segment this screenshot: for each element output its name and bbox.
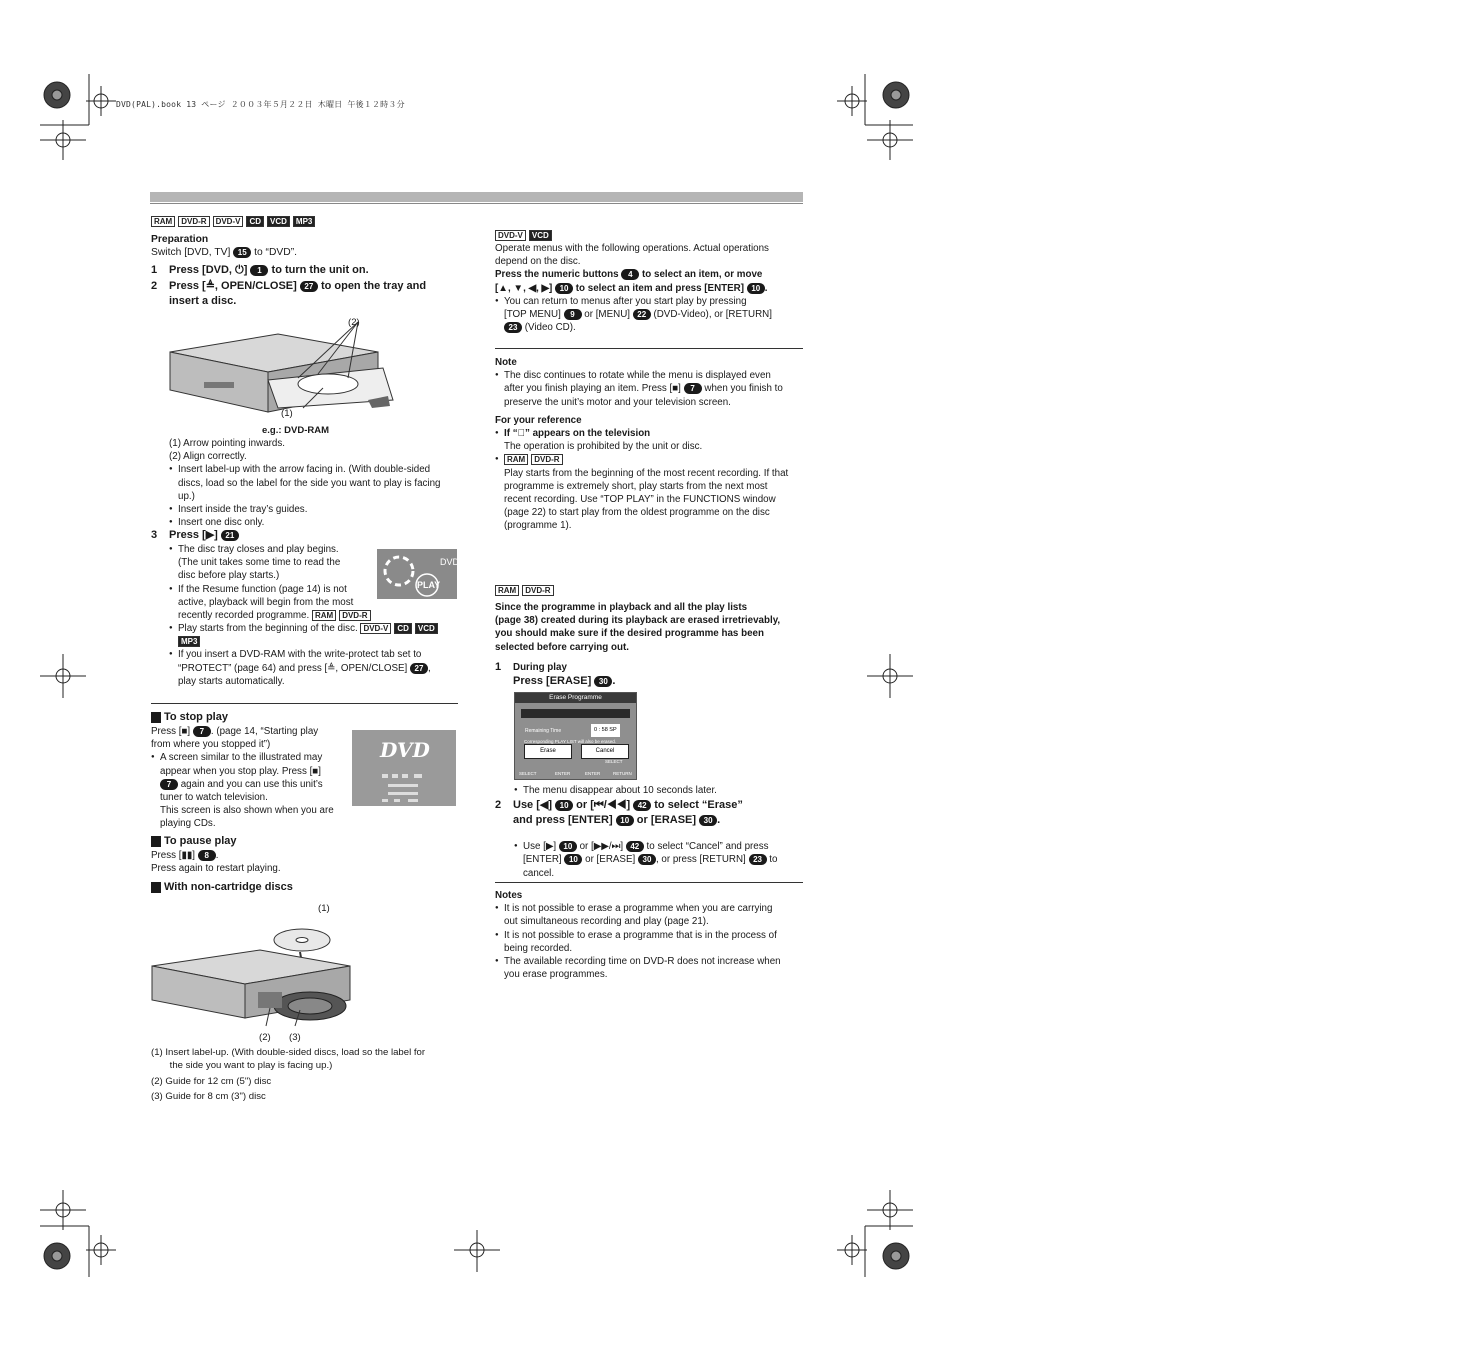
tag-vcd: VCD <box>267 216 290 227</box>
fig1-label-2: (2) <box>348 317 360 328</box>
tag-dvdv: DVD-V <box>360 623 391 634</box>
fig2-label-1: (1) <box>318 903 330 914</box>
menu-bullet: ● You can return to menus after you start play by pressing [TOP MENU] 9 or [MENU] 22 (DVD-Video), or [RETURN] 23 (Video CD). <box>495 295 805 335</box>
ref-prohibited: The operation is prohibited by the unit or disc. <box>504 441 703 453</box>
bullet-protect: ● If you insert a DVD-RAM with the write-protect tab set to “PROTECT” (page 64) and press [≜, OPEN/CLOSE] 27 , play starts automatically. <box>169 648 461 688</box>
intro: depend on the disc. <box>495 256 581 268</box>
stop-bullet: ● A screen similar to the illustrated may appear when you stop play. Press [■] 7 again and you can use this unit’s tuner to watch television. This screen is also shown when you are playing CDs. <box>151 751 351 830</box>
osd-erase-button[interactable]: Erase <box>524 744 572 759</box>
recorder-tray-illustration <box>168 312 398 422</box>
noncart-title: With non-cartridge discs <box>151 881 293 894</box>
tag-dvdr: DVD-R <box>339 610 370 621</box>
fig2-notes <box>151 1046 461 1104</box>
osd-footer-select: SELECT <box>519 771 537 776</box>
file-header: DVD(PAL).book 13 ページ ２００３年５月２２日 木曜日 午後１２時３分 <box>116 100 405 109</box>
fig1-note: (2) Align correctly. <box>169 451 247 463</box>
dvd-text: DVD <box>440 557 460 567</box>
note-block <box>495 356 805 533</box>
fig1-notes <box>169 437 461 529</box>
tag-dvdv: DVD-V <box>213 216 244 227</box>
divider <box>495 882 803 883</box>
divider <box>151 703 458 704</box>
osd-title: Erase Programme <box>515 693 636 703</box>
tag-cd: CD <box>394 623 412 634</box>
ref-body: Play starts from the beginning of the most recent recording. If that programme is extremely short, play starts from the next most recent recording. Use “TOP PLAY” in the FUNCTIONS window (page 22) to start play from the oldest programme on the disc (programme 1). <box>504 467 789 532</box>
osd-cancel-button[interactable]: Cancel <box>581 744 629 759</box>
top-rule-line <box>150 203 803 204</box>
tag-ram: RAM <box>495 585 519 596</box>
notes-block <box>495 889 805 981</box>
step-3-bullets <box>169 543 384 622</box>
osd-remaining-label: Remaining Time <box>525 728 562 734</box>
erase-step-2b: and press [ENTER] 10 or [ERASE] 30 . <box>513 814 721 826</box>
left-column <box>151 215 461 309</box>
ref-if: ● If “⃠” appears on the television <box>495 427 805 440</box>
note-title: Note <box>495 357 517 368</box>
fig1-note: (1) Arrow pointing inwards. <box>169 438 285 449</box>
guides-bullet: ● Insert inside the tray’s guides. <box>169 503 461 516</box>
note-item: ● It is not possible to erase a programme when you are carrying out simultaneous recording and play (page 21). <box>495 902 805 928</box>
erase-press: Press [ERASE] 30 . <box>513 675 616 687</box>
tag-dvdv: DVD-V <box>495 230 526 241</box>
fig1-label-1: (1) <box>281 408 293 419</box>
bullet-play-starts: ● Play starts from the beginning of the disc. DVD-V CD VCD MP3 <box>169 622 461 648</box>
tag-vcd: VCD <box>529 230 552 241</box>
erase-step-2-bullet: ● Use [▶] 10 or [▶▶/⏭] 42 to select “Cancel” and press [ENTER] 10 or [ERASE] 30 , or press [RETURN] 23 to cancel. <box>514 840 806 880</box>
tag-ram: RAM <box>312 610 336 621</box>
note-item: ● The available recording time on DVD-R does not increase when you erase programmes. <box>495 955 805 981</box>
intro: Operate menus with the following operations. Actual operations <box>495 243 769 254</box>
ref-tags <box>495 453 805 466</box>
play-text: PLAY <box>417 580 441 590</box>
bullet-tray-closes: ● The disc tray closes and play begins. (The unit takes some time to read the disc before play starts.) <box>169 543 384 583</box>
osd-footer-select2: SELECT <box>605 759 623 764</box>
fig2-label-2: (2) <box>259 1032 271 1043</box>
bullet-resume: ● If the Resume function (page 14) is not active, playback will begin from the most recently recorded programme. RAM DVD-R <box>169 583 384 623</box>
non-cartridge-illustration <box>150 918 360 1028</box>
insert-bullet: ● Insert label-up with the arrow facing in. (With double-sided discs, load so the label for the side you want to play is facing up.) <box>169 463 461 503</box>
arrow-buttons: [▲, ▼, ◀, ▶] 10 to select an item and press [ENTER] 10 . <box>495 282 768 294</box>
pause-title: To pause play <box>151 835 237 848</box>
osd-footer-return: RETURN <box>613 771 632 776</box>
step-3-bullets-2 <box>169 622 461 688</box>
step-1: 1 Press [DVD, ⏻] 1 to turn the unit on. <box>151 264 369 277</box>
tag-dvdr: DVD-R <box>531 454 562 465</box>
erase-warning: Since the programme in playback and all the play lists (page 38) created during its playback are erased irretrievably, you should make sure if the desired programme has been selected before carrying out. <box>495 602 781 653</box>
dvd-logo: DVD <box>380 738 430 762</box>
osd-footer-enter2: ENTER <box>585 771 601 776</box>
fig2-note: the side you want to play is facing up.) <box>151 1060 333 1072</box>
step-2-cont: insert a disc. <box>169 295 237 308</box>
screen-glyphs <box>380 770 430 804</box>
one-disc-bullet: ● Insert one disc only. <box>169 516 461 529</box>
dvd-stop-screen <box>352 730 456 806</box>
erase-tags <box>495 584 557 597</box>
tag-dvdr: DVD-R <box>178 216 209 227</box>
fig1-caption: e.g.: DVD-RAM <box>262 425 330 436</box>
tag-mp3: MP3 <box>178 636 200 647</box>
fig2-note: (3) Guide for 8 cm (3") disc <box>151 1091 266 1103</box>
osd-corr: Corresponding PLAY LIST will also be erased. <box>524 739 617 744</box>
menu-disappear: ● The menu disappear about 10 seconds later. <box>514 784 1468 797</box>
prep-text: Switch [DVD, TV] 15 to “DVD”. <box>151 247 298 259</box>
tag-mp3: MP3 <box>293 216 315 227</box>
osd-remaining-value: 0 : 58 SP <box>591 724 620 737</box>
divider <box>495 348 803 349</box>
note-bullet: ● The disc continues to rotate while the menu is displayed even after you finish playing an item. Press [■] 7 when you finish to preserve the unit’s motor and your television screen. <box>495 369 805 409</box>
top-rule <box>150 192 803 202</box>
tag-vcd: VCD <box>415 623 438 634</box>
ref-title: For your reference <box>495 414 582 426</box>
step-2: 2 Press [≜, OPEN/CLOSE] 27 to open the tray and <box>151 280 427 293</box>
numeric-buttons: Press the numeric buttons 4 to select an item, or move <box>495 269 763 281</box>
fig2-note: (1) Insert label-up. (With double-sided discs, load so the label for <box>151 1047 426 1058</box>
osd-footer-enter: ENTER <box>555 771 571 776</box>
play-display-icon <box>377 549 460 599</box>
tag-ram: RAM <box>504 454 528 465</box>
fig2-label-3: (3) <box>289 1032 301 1043</box>
pause-body: Press [▮▮] 8 . Press again to restart playing. <box>151 850 281 875</box>
prep-title: Preparation <box>151 234 209 245</box>
erase-step-1: 1 During play <box>495 661 567 673</box>
stop-title: To stop play <box>151 711 228 724</box>
disc-tags <box>151 215 461 228</box>
note-item: ● It is not possible to erase a programme that is in the process of being recorded. <box>495 929 805 955</box>
erase-step-2: 2 Use [◀] 10 or [⏮/◀◀] 42 to select “Erase” <box>495 799 743 811</box>
erase-programme-screen <box>514 692 637 780</box>
step-3: 3 Press [▶] 21 <box>151 528 239 543</box>
tag-dvdr: DVD-R <box>522 585 553 596</box>
right-column <box>495 229 805 334</box>
tag-ram: RAM <box>151 216 175 227</box>
fig2-note: (2) Guide for 12 cm (5") disc <box>151 1075 272 1087</box>
tag-cd: CD <box>246 216 264 227</box>
stop-body: Press [■] 7 . (page 14, “Starting play from where you stopped it”) ● A screen similar to the illustrated may appear when you stop play. Press [■] 7 again and you can use this unit’s tuner to watch television. This screen is also shown when you are playing CDs. <box>151 725 351 831</box>
notes-title: Notes <box>495 890 523 901</box>
